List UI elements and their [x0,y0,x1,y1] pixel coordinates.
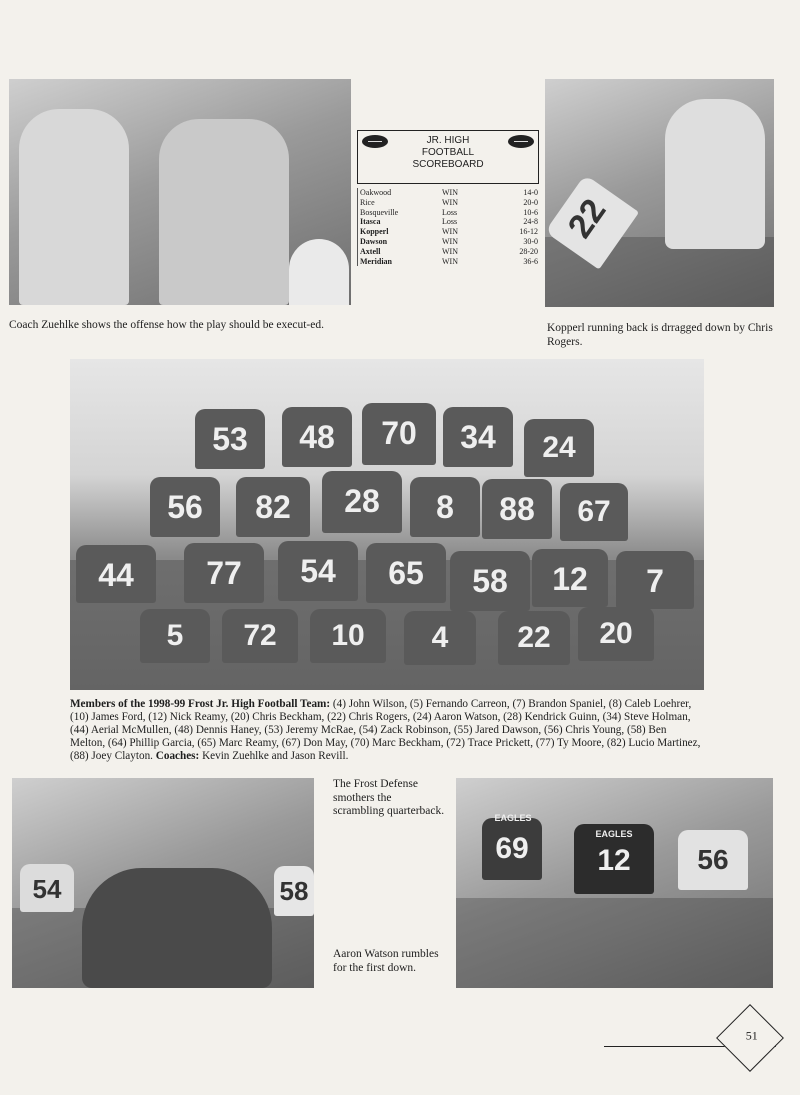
score: 36-6 [523,256,538,266]
jersey-number: 22 [498,611,570,665]
jersey-number: 88 [482,479,552,539]
coach-photo-caption: Coach Zuehlke shows the offense how the play should be execut-ed. [9,319,324,331]
jersey-number: 65 [366,543,446,603]
jersey-number: 8 [410,477,480,537]
tackle-photo [545,79,774,307]
score: 28-20 [519,246,538,256]
jersey-number: 24 [524,419,594,477]
jersey-chest-text: EAGLES [494,813,532,823]
field [456,898,773,988]
jersey-number: 77 [184,543,264,603]
coaches-label: Coaches: [155,750,200,763]
jersey-number: 82 [236,477,310,537]
opponent: Oakwood [360,188,392,197]
jersey-number: 70 [362,403,436,465]
jersey-number: 48 [282,407,352,467]
player-figure [665,99,765,249]
jersey-number: 56 [150,477,220,537]
jersey-number: 28 [322,471,402,533]
football-icon [508,135,534,148]
result: WIN [442,227,458,237]
score: 24-8 [523,217,538,227]
scoreboard-title-line: JR. HIGH [426,135,470,146]
scoreboard-row [358,247,539,257]
roster-list: (4) John Wilson, (5) Fernando Carreon, (7) Brandon Spaniel, (8) Caleb Loehrer, (10) James Ford, (12) Nick Reamy, (20) Chris Beckham, (22) Chris Rogers, (24) Aaron Watson, (28) Kendrick Guinn, (34) Steve Holman, (44) Aerial McMullen, (48) Dennis Haney, (53) Jeremy McRae, (54) Zack Robinson, (55) Jared Dawson, (56) Chris Young, (58) Ben Melton, (64) Phillip Garcia, (65) Marc Reamy, (67) Don May, (70) Marc Beckham, (72) Trace Prickett, (77) Ty Moore, (82) Lucio Martinez, (88) Joey Clayton. [70,698,701,763]
coach-photo [9,79,351,305]
team-photo-caption [70,698,704,763]
result: Loss [442,207,458,217]
jersey-number: 4 [404,611,476,665]
scoreboard-row [358,217,539,227]
jersey-number: 54 [278,541,358,601]
jersey-number: 58 [274,866,314,916]
caption-lead: Members of the 1998-99 Frost Jr. High Football Team: [70,698,331,710]
player-head [289,239,349,305]
coach-figure-right [159,119,289,305]
result: WIN [442,256,458,266]
opponent: Axtell [360,246,381,256]
jersey-number: 72 [222,609,298,663]
result: Loss [442,217,458,227]
jersey-number: 53 [195,409,265,469]
page-number: 51 [745,1028,758,1043]
score: 30-0 [523,236,538,246]
jersey-number: 22 [545,174,639,269]
scoreboard-row [358,227,539,237]
jersey-number: 20 [578,607,654,661]
jersey-number: 10 [310,609,386,663]
opponent: Rice [360,197,375,207]
jersey-number: 58 [450,551,530,611]
tackle-photo-caption: Kopperl running back is drragged down by Chris Rogers. [547,322,773,348]
scoreboard-header [357,130,539,184]
jersey-number: 12 [574,824,654,894]
player-pile [82,868,272,988]
scoreboard-row [358,198,539,208]
opponent: Itasca [360,217,381,227]
score: 16-12 [519,227,538,237]
jersey-number: 69 [482,818,542,880]
result: WIN [442,188,458,197]
scoreboard-title-line: SCOREBOARD [412,159,484,171]
team-photo [70,359,704,690]
rush-photo [456,778,773,988]
result: WIN [442,197,458,207]
jersey-number: 56 [678,830,748,890]
jersey-number: 54 [20,864,74,912]
jersey-number: 34 [443,407,513,467]
jersey-number: 44 [76,545,156,603]
defense-photo-caption: The Frost Defense smothers the scrambling quarterback. [333,778,445,818]
jersey-number: 12 [532,549,608,607]
score: 14-0 [523,188,538,197]
page-number-badge [716,1004,784,1072]
opponent: Bosqueville [360,207,399,217]
jersey-number: 7 [616,551,694,609]
scoreboard-row [358,188,539,198]
opponent: Dawson [360,236,388,246]
jersey-number: 5 [140,609,210,663]
scoreboard-row [358,208,539,218]
scoreboard-table [357,188,539,266]
opponent: Kopperl [360,227,389,237]
score: 10-6 [523,207,538,217]
scoreboard-row [358,237,539,247]
scoreboard [357,130,539,266]
opponent: Meridian [360,256,392,266]
coach-figure-left [19,109,129,305]
rush-photo-caption: Aaron Watson rumbles for the first down. [333,948,439,974]
scoreboard-row [358,257,539,267]
score: 20-0 [523,197,538,207]
result: WIN [442,236,458,246]
football-icon [362,135,388,148]
result: WIN [442,246,458,256]
defense-photo [12,778,314,988]
jersey-number: 67 [560,483,628,541]
jersey-chest-text: EAGLES [595,829,633,839]
scoreboard-title-line: FOOTBALL [421,147,475,159]
coaches-list: Kevin Zuehlke and Jason Revill. [202,750,349,763]
